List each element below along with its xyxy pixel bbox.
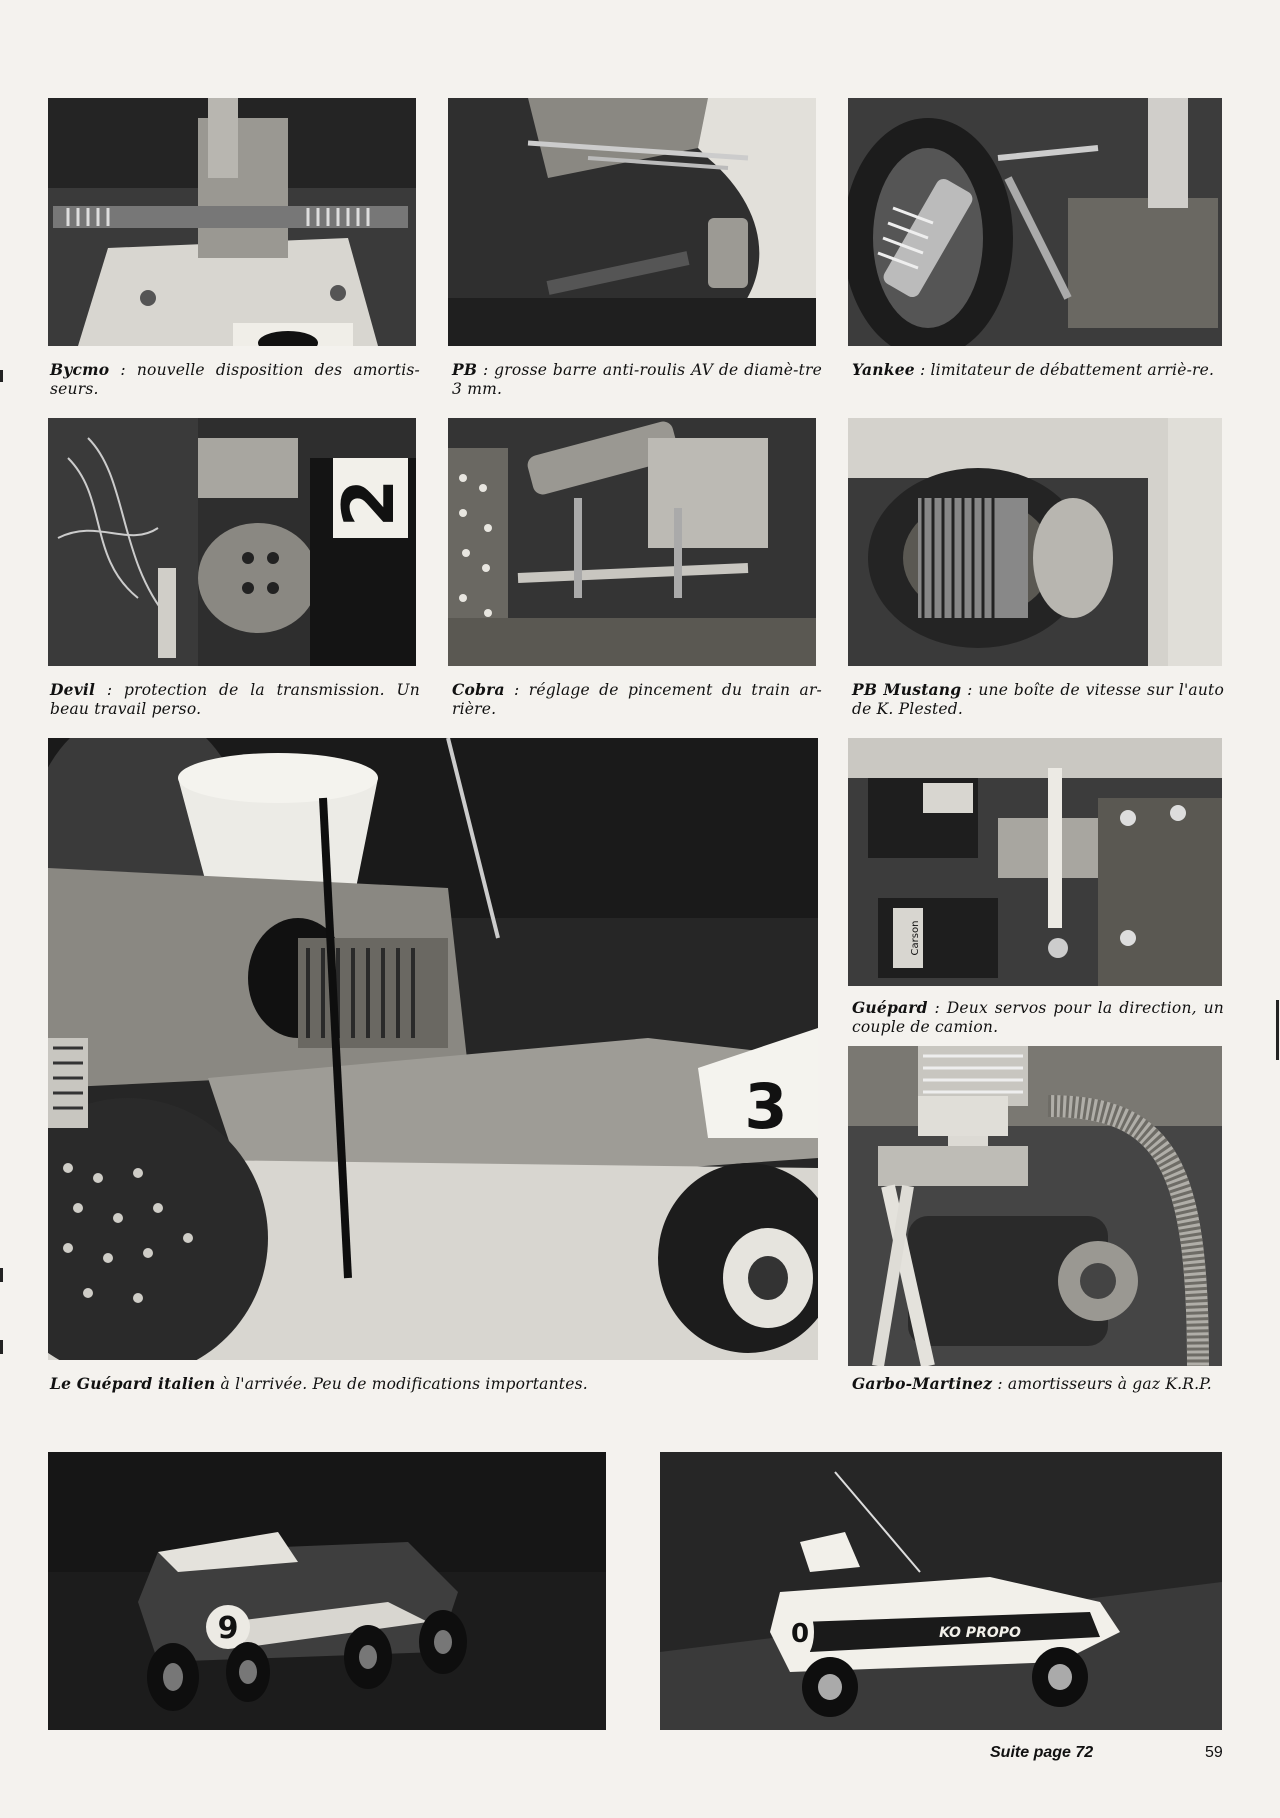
photo-bycmo bbox=[48, 98, 416, 346]
photo-car-right bbox=[660, 1452, 1222, 1730]
servo-label: Carson bbox=[910, 920, 921, 956]
caption-guepard-italien bbox=[50, 1374, 820, 1394]
caption-yankee-lead: Yankee bbox=[852, 360, 915, 379]
car-left-number: 9 bbox=[217, 1611, 239, 1646]
caption-cobra bbox=[452, 680, 822, 719]
caption-garbo-martinez-lead: Garbo-Martinez bbox=[852, 1374, 993, 1393]
continue-note: Suite page 72 bbox=[990, 1744, 1094, 1761]
photo-guepard-italien bbox=[48, 738, 818, 1360]
caption-guepard-servos bbox=[852, 998, 1224, 1037]
photo-cobra bbox=[448, 418, 816, 666]
caption-guepard-italien-text: à l'arrivée. Peu de modifications importantes. bbox=[215, 1375, 588, 1393]
caption-devil-text: : protection de la transmission. Un beau travail perso. bbox=[50, 681, 420, 718]
photo-pb bbox=[448, 98, 816, 346]
photo-guepard-servos bbox=[848, 738, 1222, 986]
car-right-sponsor: KO PROPO bbox=[939, 1625, 1021, 1641]
caption-pb-text: : grosse barre anti-roulis AV de diamè-tre 3 mm. bbox=[452, 361, 822, 398]
page-number: 59 bbox=[1205, 1744, 1223, 1761]
photo-car-left bbox=[48, 1452, 606, 1730]
caption-yankee bbox=[852, 360, 1224, 380]
caption-pb-lead: PB bbox=[452, 360, 478, 379]
caption-devil bbox=[50, 680, 420, 719]
caption-cobra-text: : réglage de pincement du train ar-rière. bbox=[452, 681, 822, 718]
caption-garbo-martinez-text: : amortisseurs à gaz K.R.P. bbox=[992, 1375, 1212, 1393]
caption-devil-lead: Devil bbox=[50, 680, 96, 699]
caption-guepard-servos-lead: Guépard bbox=[852, 998, 928, 1017]
photo-yankee bbox=[848, 98, 1222, 346]
margin-mark-middle bbox=[0, 1268, 3, 1282]
guepard-number-label: 3 bbox=[744, 1070, 788, 1143]
devil-number-label: 2 bbox=[328, 478, 410, 528]
car-right-number: 0 bbox=[790, 1619, 810, 1649]
photo-garbo-martinez bbox=[848, 1046, 1222, 1366]
caption-guepard-servos-text: : Deux servos pour la direction, un couple de camion. bbox=[852, 999, 1224, 1036]
margin-mark-bottom bbox=[0, 1340, 3, 1354]
caption-cobra-lead: Cobra bbox=[452, 680, 505, 699]
caption-pb-mustang-lead: PB Mustang bbox=[852, 680, 962, 699]
caption-bycmo bbox=[50, 360, 420, 399]
caption-bycmo-text: : nouvelle disposition des amortis-seurs. bbox=[50, 361, 420, 398]
caption-yankee-text: : limitateur de débattement arriè-re. bbox=[914, 361, 1215, 379]
caption-garbo-martinez bbox=[852, 1374, 1224, 1394]
margin-mark-right bbox=[1276, 1000, 1279, 1060]
caption-bycmo-lead: Bycmo bbox=[50, 360, 110, 379]
photo-devil bbox=[48, 418, 416, 666]
caption-guepard-italien-lead: Le Guépard italien bbox=[50, 1374, 216, 1393]
margin-mark-top bbox=[0, 370, 3, 382]
caption-pb-mustang-text: : une boîte de vitesse sur l'auto de K. Plested. bbox=[852, 681, 1225, 718]
caption-pb bbox=[452, 360, 822, 399]
caption-pb-mustang bbox=[852, 680, 1224, 719]
photo-pb-mustang bbox=[848, 418, 1222, 666]
